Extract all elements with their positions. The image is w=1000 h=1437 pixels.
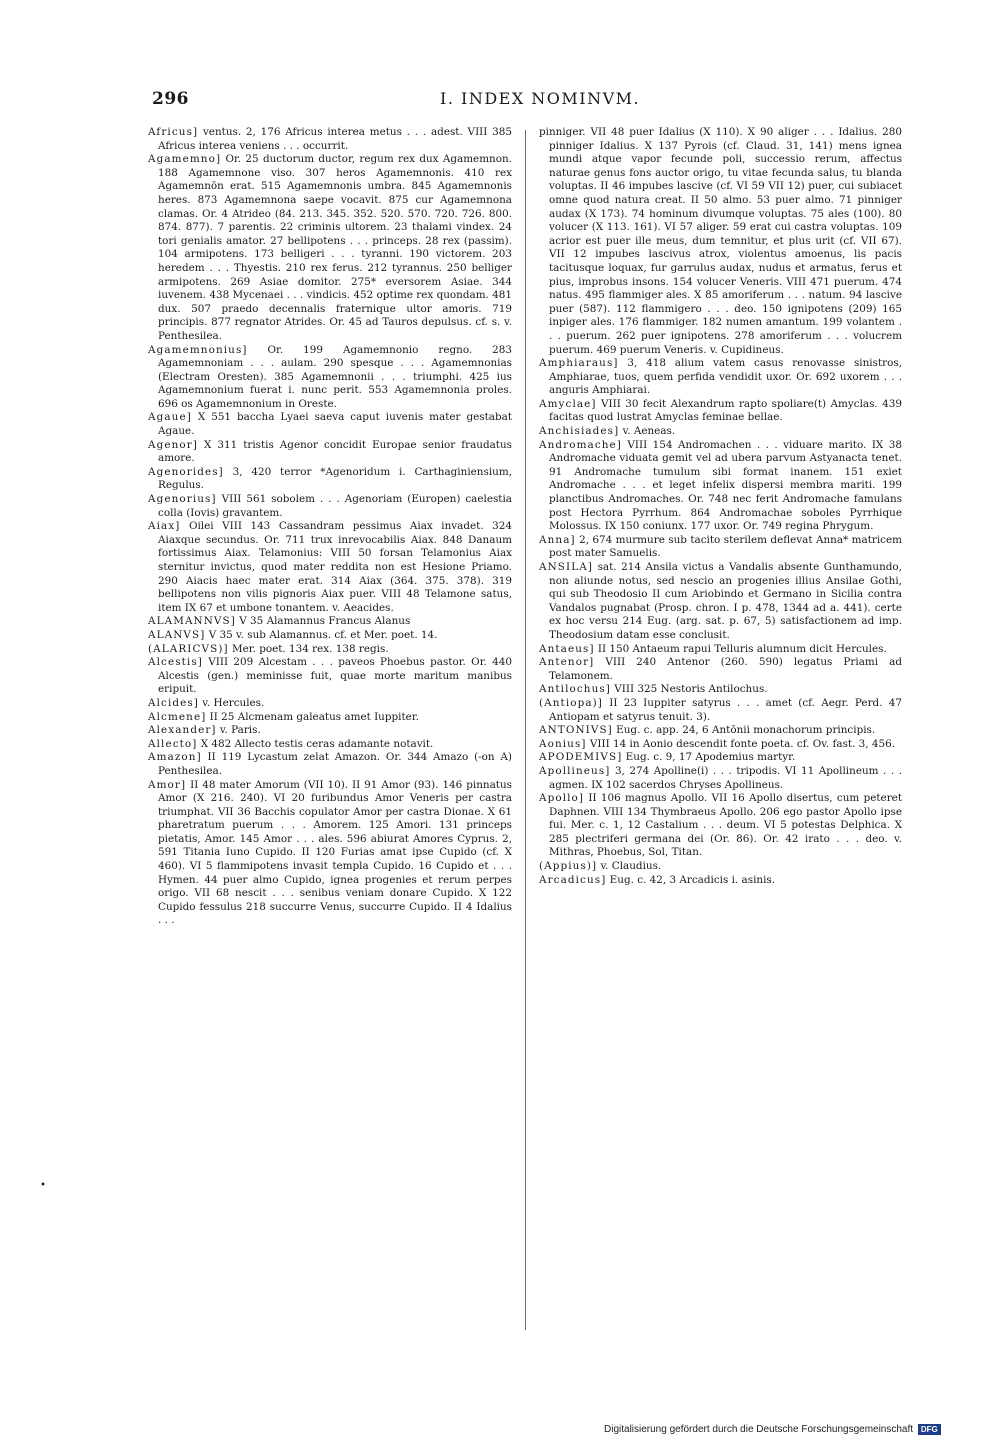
index-entry xyxy=(148,344,512,412)
entry-headword: Agamemnonius] xyxy=(148,343,248,356)
entry-text: VIII 240 Antenor (260. 590) legatus Priami ad Telamonem. xyxy=(549,656,902,682)
index-entry xyxy=(148,643,512,657)
entry-text: II 23 Iuppiter satyrus . . . amet (cf. Aegr. Perd. 47 Antiopam et satyrus tenuit. 3). xyxy=(549,696,902,723)
entry-text: VIII 154 Andromachen . . . viduare marito. IX 38 Andromache viduata gemit vel ad ubera parvum Astyanacta tenet. 91 Andromache tumulum sibi format inanem. 151 exiet Andromache . . . et leget infelix dispersi membra mariti. 199 planctibus Andromaches. Or. 748 nec ferit Andromache famulans post Hectora Pyrrhum. 864 Andromachae soboles Pyrrhique Molossus. IX 150 coniunx. 177 uxor. Or. 749 regina Phrygum. xyxy=(549,438,902,533)
index-entry xyxy=(148,724,512,738)
entry-headword: Antaeus] xyxy=(539,642,595,655)
entry-headword: Antilochus] xyxy=(539,683,611,696)
index-entry xyxy=(539,751,902,765)
entry-text: v. Paris. xyxy=(219,724,261,737)
entry-headword: Alcestis] xyxy=(148,656,203,669)
credit-text: Digitalisierung gefördert durch die Deutsche Forschungsgemeinschaft xyxy=(604,1424,914,1436)
entry-headword: Arcadicus] xyxy=(539,873,607,886)
digitization-credit xyxy=(604,1424,941,1435)
index-entry xyxy=(539,874,902,888)
entry-text: 3, 420 terror *Agenoridum i. Carthaginiensium, Regulus. xyxy=(158,465,512,492)
entry-text: 3, 418 alium vatem casus renovasse sinistros, Amphiarae, tuos, quem perfida vendidit uxor. Or. 692 uxorem . . . anguris Amphiarai. xyxy=(549,357,902,397)
entry-text: 3, 274 Apolline(i) . . . tripodis. VI 11 Apollineum . . . agmen. IX 102 sacerdos Chryses Apollineus. xyxy=(549,764,902,791)
index-entry xyxy=(148,493,512,520)
running-title: I. INDEX NOMINVM. xyxy=(440,89,641,108)
entry-text: Oilei VIII 143 Cassandram pessimus Aiax invadet. 324 Aiaxque secundus. Or. 711 trux inrevocabilis Aiax. 848 Danaum fortissimus Aiax. Telamonius: VIII 50 forsan Telamonius Aiax sternitur invictus, quod mater reddita non est Hesione Priamo. 290 Aiacis haec mater erat. 314 Aiax (364. 375. 378). 319 bellipotens non vilis pignoris Aiax puer. VIII 48 Telamone satus, item IX 67 et umbone tonantem. v. Aeacides. xyxy=(158,520,512,614)
index-entry xyxy=(539,561,902,643)
entry-headword: Amor] xyxy=(148,778,187,791)
dfg-logo: DFG xyxy=(918,1424,941,1435)
entry-headword: Aonius] xyxy=(539,737,587,750)
entry-headword: Amphiaraus] xyxy=(539,357,619,370)
entry-text: V 35 Alamannus Francus Alanus xyxy=(239,615,411,628)
index-entry xyxy=(539,357,902,398)
entry-headword: APODEMIVS] xyxy=(539,751,623,764)
entry-text: ventus. 2, 176 Africus interea metus . . . adest. VIII 385 Africus interea veniens . . . occurrit. xyxy=(158,126,512,152)
index-entry xyxy=(148,439,512,466)
index-entry xyxy=(539,656,902,683)
index-entry xyxy=(539,860,902,874)
entry-text: v. Claudius. xyxy=(600,860,662,873)
index-entry xyxy=(539,643,902,657)
index-entry xyxy=(539,738,902,752)
index-entry xyxy=(539,398,902,425)
index-entry xyxy=(539,425,902,439)
entry-text: 2, 674 murmure sub tacito sterilem deflevat Anna* matricem post mater Samuelis. xyxy=(549,533,903,560)
index-entry xyxy=(539,765,902,792)
entry-headword: ANSILA] xyxy=(539,561,593,573)
left-column xyxy=(148,126,512,928)
index-entry xyxy=(148,153,512,343)
entry-headword: (ALARICVS)] xyxy=(148,642,229,655)
index-entry xyxy=(539,792,902,860)
entry-headword: Africus] xyxy=(148,126,199,138)
entry-headword: ANTONIVS] xyxy=(539,724,613,737)
index-entry xyxy=(148,466,512,493)
entry-text: Eug. c. app. 24, 6 Antōnii monachorum principis. xyxy=(616,724,876,737)
entry-text: II 106 magnus Apollo. VII 16 Apollo disertus, cum peteret Daphnen. VIII 134 Thymbraeus Apollo. 206 ego pastor Apollo ipse fui. Mer. c. 1, 12 Castalium . . . deum. VI 5 potestas Delphica. X 285 plectriferi germana dei (Or. 86). Or. 42 irato . . . deo. v. Mithras, Phoebus, Sol, Titan. xyxy=(549,792,902,859)
entry-text: VIII 561 sobolem . . . Agenoriam (Europen) caelestia colla (Iovis) gravantem. xyxy=(158,493,512,519)
page-number: 296 xyxy=(152,89,189,109)
entry-headword: Amyclae] xyxy=(539,397,597,410)
entry-text: Or. 25 ductorum ductor, regum rex dux Agamemnon. 188 Agamemnone viso. 307 heros Agamemnonis. 410 rex Agamemnōn erat. 515 Agamemnonis umbra. 845 Agamemnonis heres. 873 Agamemnona saepe vocavit. 875 cur Agamemnona clamas. Or. 4 Atrideo (84. 213. 345. 352. 520. 570. 720. 726. 800. 874. 877). 7 parentis. 22 criminis ultorem. 23 thalami vindex. 24 tori genialis amator. 27 bellipotens . . . princeps. 28 rex (passim). 104 armipotens. 173 belligeri . . . tyranni. 190 victorem. 203 heredem . . . Thyestis. 210 rex ferus. 212 tyrannus. 250 belliger armipotens. 269 Asiae domitor. 275* eversorem Asiae. 344 iuvenem. 438 Mycenaei . . . vindicis. 452 optime rex quondam. 481 dux. 507 praedo decennalis fraternique ultor amoris. 719 principis. 877 regnator Atrides. Or. 45 ad Tauros depulsus. cf. s. v. Penthesilea. xyxy=(158,153,512,342)
index-entry xyxy=(148,615,512,629)
entry-text: X 551 baccha Lyaei saeva caput iuvenis mater gestabat Agaue. xyxy=(158,411,512,438)
entry-headword: Andromache] xyxy=(539,438,622,451)
index-entry xyxy=(148,629,512,643)
index-entry xyxy=(148,411,512,438)
entry-headword: (Antiopa)] xyxy=(539,696,603,709)
entry-text: v. Aeneas. xyxy=(622,425,676,438)
entry-text: II 150 Antaeum rapui Telluris alumnum dicit Hercules. xyxy=(597,642,887,655)
index-entry xyxy=(539,683,902,697)
entry-text: V 35 v. sub Alamannus. cf. et Mer. poet. 14. xyxy=(208,628,438,641)
entry-headword: Agaue] xyxy=(148,411,192,424)
entry-headword: Amazon] xyxy=(148,751,202,764)
index-entry xyxy=(539,697,902,724)
entry-text: X 482 Allecto testis ceras adamante notavit. xyxy=(200,737,434,750)
entry-headword: Agenorius] xyxy=(148,493,217,506)
right-column xyxy=(539,126,902,887)
entry-text: Eug. c. 42, 3 Arcadicis i. asinis. xyxy=(609,873,776,886)
index-entry xyxy=(539,439,902,534)
index-entry xyxy=(148,126,512,153)
entry-text: Eug. c. 9, 17 Apodemius martyr. xyxy=(625,751,796,764)
entry-text: II 119 Lycastum zelat Amazon. Or. 344 Amazo (-on A) Penthesilea. xyxy=(158,751,512,777)
entry-text: Mer. poet. 134 rex. 138 regis. xyxy=(231,642,389,655)
entry-headword: Anna] xyxy=(539,533,576,546)
entry-headword: Aiax] xyxy=(148,520,181,533)
index-entry xyxy=(148,697,512,711)
entry-text: Or. 199 Agamemnonio regno. 283 Agamemnoniam . . . aulam. 290 spesque . . . Agamemnonias (Electram Oresten). 385 Agamemnonii . . . triumphi. 425 ius Agamemnonium fuerat i. nunc perit. 553 Agamemnonia proles. 696 os Agamemnonium in Oreste. xyxy=(158,343,512,410)
entry-text: X 311 tristis Agenor concidit Europae senior fraudatus amore. xyxy=(158,438,513,465)
entry-text: II 25 Alcmenam galeatus amet Iuppiter. xyxy=(209,710,419,723)
index-entry xyxy=(148,656,512,697)
entry-headword: Antenor] xyxy=(539,656,595,669)
entry-headword: Agenorides] xyxy=(148,465,224,478)
index-entry xyxy=(148,751,512,778)
entry-headword: (Appius)] xyxy=(539,860,598,873)
index-entry xyxy=(148,779,512,929)
entry-headword: Apollineus] xyxy=(539,764,611,777)
entry-headword: ALAMANNVS] xyxy=(148,615,236,628)
entry-headword: Alcides] xyxy=(148,696,199,709)
index-entry xyxy=(148,711,512,725)
entry-headword: Agamemno] xyxy=(148,153,222,166)
entry-headword: Agenor] xyxy=(148,438,198,451)
entry-text: VIII 209 Alcestam . . . paveos Phoebus pastor. Or. 440 Alcestis (gen.) meminisse fuit, quae morte maritum manibus eripuit. xyxy=(158,656,512,696)
entry-text: v. Hercules. xyxy=(202,696,265,709)
entry-headword: Alcmene] xyxy=(148,710,207,723)
entry-text: II 48 mater Amorum (VII 10). II 91 Amor (93). 146 pinnatus Amor (X 216. 240). VI 20 furibundus Amor Veneris per castra triumphat. VII 36 Bacchis copulator Amor per castra Dionae. X 61 pharetratum puerum . . . Amorem. 125 Amori. 131 princeps pietatis, Amor. 145 Amor . . . ales. 596 abiurat Amores Cyprus. 2, 591 Titania Iuno Cupido. II 120 Furias amat ipse Cupido (cf. X 460). VI 5 flammipotens invasit templa Cupido. 16 Cupido et . . . Hymen. 44 puer almo Cupido, ignea progenies et rerum perpes origo. VII 68 nescit . . . senibus veniam donare Cupido. X 122 Cupido fessulus 218 succurre Venus, succurre Cupido. II 4 Idalius . . . xyxy=(158,778,512,927)
index-entry xyxy=(148,738,512,752)
entry-headword: Allecto] xyxy=(148,737,198,750)
entry-text: VIII 325 Nestoris Antilochus. xyxy=(614,683,768,696)
index-entry xyxy=(539,724,902,738)
margin-mark: • xyxy=(40,1180,46,1191)
entry-headword: Anchisiades] xyxy=(539,425,620,438)
entry-headword: Apollo] xyxy=(539,792,585,805)
entry-headword: Alexander] xyxy=(148,724,217,737)
column-divider xyxy=(525,130,526,1330)
index-entry xyxy=(539,126,902,357)
index-entry xyxy=(148,520,512,615)
entry-text: pinniger. VII 48 puer Idalius (X 110). X 90 aliger . . . Idalius. 280 pinniger Idalius. X 137 Pyrois (cf. Claud. 31, 141) mens ignea mundi atque vapor fecunde poli, successio rerum, affectus naturae genus fons auctor origo, tu vitae fecunda salus, tu blanda voluptas. II 46 impubes lascive (cf. VI 59 VII 12) puer, cui subiacet omne quod natura creat. II 50 almo. 53 puer almo. 71 pinniger audax (X 173). 74 hominum divumque voluptas. 75 ales (100). 80 volucer (X 113. 161). VI 57 aliger. 59 erat cui castra voluptas. 109 acrior est puer ille meus, dum temnitur, et plus urit (cf. VII 67). VII 12 impubes lascivus atrox, violentus amoenus, lis pacis tacitusque loquax, fur garrulus audax, nudus et armatus, ferus et pius, improbus insons. 154 volucer Veneris. VIII 471 puerum. 474 natus. 495 flammiger ales. X 85 amoriferum . . . natum. 94 lascive puer (587). 112 flammigero . . . deo. 150 ignipotens (209) 165 inpiger ales. 176 flammiger. 182 numen amantum. 199 volantem . . . puerum. 262 puer ignipotens. 278 amoriferum . . . volucrem puerum. 469 puerum Veneris. v. Cupidineus. xyxy=(539,126,902,356)
entry-text: sat. 214 Ansila victus a Vandalis absente Gunthamundo, non aliunde notus, sed nescio an progenies illius Ansilae Gothi, qui sub Theodosio II cum Ariobindo et Germano in Sicilia contra Vandalos pugnabat (Prosp. chron. I p. 478, 1344 ad a. 441). certe ex hoc versu 214 Eug. (arg. sat. p. 67, 5) satisfactionem ad imp. Theodosium datam esse conclusit. xyxy=(549,561,902,641)
entry-headword: ALANVS] xyxy=(148,628,206,641)
entry-text: VIII 14 in Aonio descendit fonte poeta. cf. Ov. fast. 3, 456. xyxy=(589,737,896,750)
entry-text: VIII 30 fecit Alexandrum rapto spoliare(t) Amyclas. 439 facitas quod lustrat Amyclas feminae bellae. xyxy=(549,397,902,424)
index-entry xyxy=(539,534,902,561)
